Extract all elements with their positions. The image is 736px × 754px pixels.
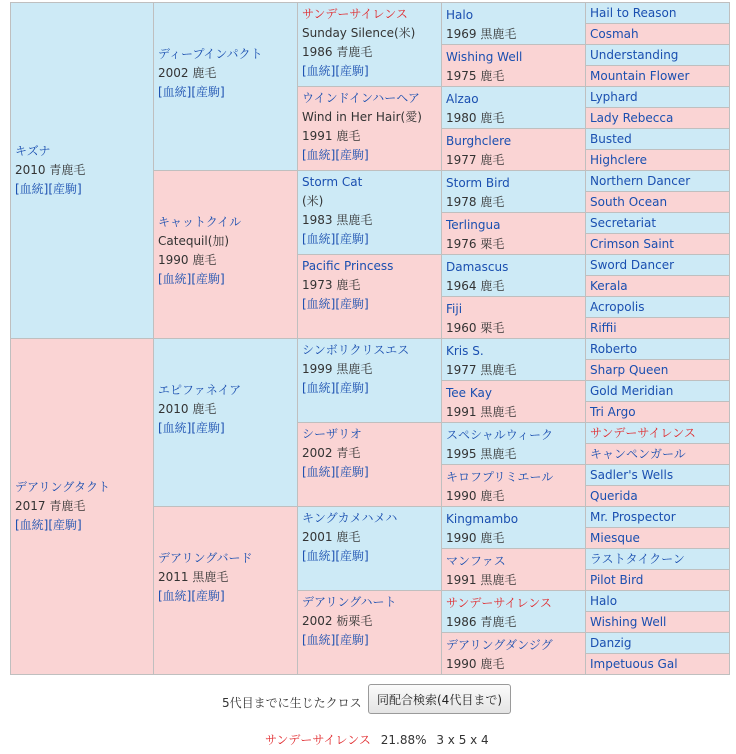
- horse-origin-name: (米): [302, 194, 324, 208]
- horse-name-link[interactable]: Lady Rebecca: [590, 111, 674, 125]
- horse-name-link[interactable]: ウインドインハーヘア: [302, 91, 420, 105]
- coat-color: 青鹿毛: [336, 45, 373, 59]
- horse-name-link[interactable]: デアリングダンジグ: [446, 638, 553, 652]
- horse-name-link[interactable]: キャンペンガール: [590, 447, 686, 461]
- horse-name-link[interactable]: Riffii: [590, 321, 617, 335]
- birth-year-color: [446, 445, 581, 464]
- birth-year: 1975: [446, 69, 477, 83]
- horse-name-link[interactable]: Burghclere: [446, 134, 512, 148]
- horse-name-link[interactable]: Storm Bird: [446, 176, 510, 190]
- horse-name-link[interactable]: Gold Meridian: [590, 384, 674, 398]
- horse-name-link[interactable]: Wishing Well: [590, 615, 667, 629]
- gen5-cell: [585, 611, 730, 633]
- horse-name-link[interactable]: Acropolis: [590, 300, 645, 314]
- horse-name-link[interactable]: Tee Kay: [446, 386, 492, 400]
- birth-year: 2001: [302, 530, 333, 544]
- coat-color: 黒鹿毛: [480, 363, 517, 377]
- gen5-cell: [585, 191, 730, 213]
- pedigree-offspring-links[interactable]: [血統][産駒]: [158, 589, 225, 603]
- gen5-cell: [585, 359, 730, 381]
- gen4-cell: [441, 2, 586, 45]
- gen5-cell: [585, 86, 730, 108]
- birth-year: 1977: [446, 153, 477, 167]
- gen3-cell: [297, 422, 442, 507]
- gen5-cell: [585, 275, 730, 297]
- gen5-cell: [585, 149, 730, 171]
- birth-year-color: [302, 276, 437, 295]
- birth-year: 1990: [158, 253, 189, 267]
- birth-year: 1978: [446, 195, 477, 209]
- coat-color: 鹿毛: [480, 657, 505, 671]
- gen5-cell: [585, 128, 730, 150]
- birth-year: 1980: [446, 111, 477, 125]
- horse-origin-name: Sunday Silence(米): [302, 26, 416, 40]
- birth-year-color: [446, 109, 581, 128]
- gen4-cell: [441, 296, 586, 339]
- gen5-cell: [585, 170, 730, 192]
- birth-year: 2010: [15, 163, 46, 177]
- gen3-cell: [297, 86, 442, 171]
- horse-name-link[interactable]: Understanding: [590, 48, 679, 62]
- cross-label: 5代目までに生じたクロス: [222, 696, 362, 710]
- pedigree-offspring-links[interactable]: [血統][産駒]: [302, 633, 369, 647]
- birth-year-color: [302, 211, 437, 230]
- horse-name-link[interactable]: Alzao: [446, 92, 479, 106]
- gen5-cell: [585, 548, 730, 570]
- birth-year: 1973: [302, 278, 333, 292]
- birth-year-color: [446, 571, 581, 590]
- birth-year: 1964: [446, 279, 477, 293]
- gen4-cell: [441, 338, 586, 381]
- pedigree-offspring-links[interactable]: [血統][産駒]: [15, 518, 82, 532]
- coat-color: 鹿毛: [336, 278, 361, 292]
- horse-name-link[interactable]: South Ocean: [590, 195, 668, 209]
- gen5-cell: [585, 653, 730, 675]
- birth-year-color: [302, 612, 437, 631]
- cross-generation: 3 x 5 x 4: [436, 733, 489, 747]
- birth-year-color: [15, 497, 149, 516]
- gen4-cell: [441, 590, 586, 633]
- coat-color: 青鹿毛: [49, 163, 86, 177]
- horse-name-link[interactable]: Storm Cat: [302, 175, 363, 189]
- horse-name-link[interactable]: Crimson Saint: [590, 237, 674, 251]
- horse-name-link[interactable]: ディープインパクト: [158, 47, 263, 61]
- horse-name-link[interactable]: Sharp Queen: [590, 363, 669, 377]
- birth-year: 1990: [446, 531, 477, 545]
- horse-name-link[interactable]: キャットクイル: [158, 215, 242, 229]
- gen4-cell: [441, 44, 586, 87]
- coat-color: 黒鹿毛: [192, 570, 229, 584]
- birth-year-color: [158, 400, 293, 419]
- horse-name-link[interactable]: Busted: [590, 132, 632, 146]
- birth-year-color: [446, 67, 581, 86]
- birth-year-color: [446, 277, 581, 296]
- birth-year: 2017: [15, 499, 46, 513]
- birth-year-color: [302, 43, 437, 62]
- gen4-cell: [441, 380, 586, 423]
- pedigree-offspring-links[interactable]: [血統][産駒]: [15, 182, 82, 196]
- horse-name-link[interactable]: Roberto: [590, 342, 638, 356]
- horse-name-link[interactable]: Mountain Flower: [590, 69, 690, 83]
- coat-color: 栗毛: [480, 237, 505, 251]
- gen4-cell: [441, 86, 586, 129]
- birth-year: 2010: [158, 402, 189, 416]
- coat-color: 黒鹿毛: [480, 27, 517, 41]
- horse-name-link[interactable]: Kerala: [590, 279, 628, 293]
- gen5-cell: [585, 422, 730, 444]
- horse-name-link[interactable]: マンファス: [446, 554, 506, 568]
- birth-year-color: [446, 25, 581, 44]
- pedigree-offspring-links[interactable]: [血統][産駒]: [302, 549, 369, 563]
- birth-year: 1995: [446, 447, 477, 461]
- gen4-cell: [441, 506, 586, 549]
- gen5-cell: [585, 590, 730, 612]
- birth-year: 1977: [446, 363, 477, 377]
- gen5-cell: [585, 107, 730, 129]
- horse-name-link[interactable]: Highclere: [590, 153, 647, 167]
- gen3-cell: [297, 590, 442, 675]
- gen4-cell: [441, 170, 586, 213]
- gen2-cell: [153, 506, 298, 675]
- pedigree-offspring-links[interactable]: [血統][産駒]: [158, 421, 225, 435]
- horse-name-link[interactable]: Fiji: [446, 302, 463, 316]
- coat-color: 鹿毛: [480, 69, 505, 83]
- horse-name-link[interactable]: Halo: [590, 594, 618, 608]
- birth-year-color: [446, 235, 581, 254]
- coat-color: 青鹿毛: [49, 499, 86, 513]
- gen5-cell: [585, 443, 730, 465]
- pedigree-table: [10, 2, 730, 674]
- horse-name-link[interactable]: Secretariat: [590, 216, 657, 230]
- birth-year: 1969: [446, 27, 477, 41]
- gen3-cell: [297, 506, 442, 591]
- gen5-cell: [585, 317, 730, 339]
- cross-line: [265, 731, 489, 748]
- gen5-cell: [585, 632, 730, 654]
- horse-name-link[interactable]: Pilot Bird: [590, 573, 644, 587]
- birth-year-color: [158, 568, 293, 587]
- gen4-cell: [441, 212, 586, 255]
- gen4-cell: [441, 464, 586, 507]
- birth-year-color: [446, 613, 581, 632]
- birth-year-color: [158, 251, 293, 270]
- gen4-cell: [441, 254, 586, 297]
- coat-color: 鹿毛: [336, 129, 361, 143]
- coat-color: 鹿毛: [336, 530, 361, 544]
- birth-year-color: [158, 64, 293, 83]
- gen4-cell: [441, 632, 586, 675]
- birth-year-color: [446, 529, 581, 548]
- birth-year: 2002: [158, 66, 189, 80]
- gen5-cell: [585, 233, 730, 255]
- gen5-cell: [585, 485, 730, 507]
- gen1-cell: [10, 338, 154, 675]
- birth-year: 1990: [446, 657, 477, 671]
- horse-name-link[interactable]: Terlingua: [446, 218, 501, 232]
- birth-year: 1991: [446, 573, 477, 587]
- gen5-cell: [585, 569, 730, 591]
- birth-year-color: [446, 319, 581, 338]
- gen3-cell: [297, 338, 442, 423]
- pedigree-offspring-links[interactable]: [血統][産駒]: [158, 85, 225, 99]
- birth-year: 2002: [302, 614, 333, 628]
- horse-name-link[interactable]: Northern Dancer: [590, 174, 691, 188]
- horse-name-link[interactable]: サンデーサイレンス: [590, 426, 696, 440]
- coat-color: 栗毛: [480, 321, 505, 335]
- birth-year-color: [446, 193, 581, 212]
- horse-name-link[interactable]: Hail to Reason: [590, 6, 677, 20]
- pedigree-offspring-links[interactable]: [血統][産駒]: [302, 465, 369, 479]
- horse-origin-name: Wind in Her Hair(愛): [302, 110, 422, 124]
- horse-name-link[interactable]: サンデーサイレンス: [302, 7, 408, 21]
- gen5-cell: [585, 527, 730, 549]
- gen3-cell: [297, 2, 442, 87]
- birth-year: 1999: [302, 362, 333, 376]
- gen5-cell: [585, 44, 730, 66]
- horse-name-link[interactable]: Danzig: [590, 636, 632, 650]
- horse-name-link[interactable]: エピファネイア: [158, 383, 242, 397]
- coat-color: 鹿毛: [192, 402, 217, 416]
- horse-name-link[interactable]: Lyphard: [590, 90, 638, 104]
- horse-name-link[interactable]: キロフプリミエール: [446, 470, 554, 484]
- birth-year-color: [15, 161, 149, 180]
- birth-year: 1983: [302, 213, 333, 227]
- gen2-cell: [153, 338, 298, 507]
- birth-year: 1976: [446, 237, 477, 251]
- birth-year-color: [302, 528, 437, 547]
- birth-year: 1986: [446, 615, 477, 629]
- gen2-cell: [153, 170, 298, 339]
- gen4-cell: [441, 422, 586, 465]
- gen3-cell: [297, 254, 442, 339]
- gen5-cell: [585, 296, 730, 318]
- coat-color: 黒鹿毛: [336, 213, 373, 227]
- pedigree-offspring-links[interactable]: [血統][産駒]: [302, 232, 369, 246]
- birth-year-color: [302, 360, 437, 379]
- birth-year-color: [446, 151, 581, 170]
- birth-year-color: [446, 403, 581, 422]
- horse-name-link[interactable]: サンデーサイレンス: [446, 596, 552, 610]
- coat-color: 鹿毛: [192, 253, 217, 267]
- pedigree-offspring-links[interactable]: [血統][産駒]: [302, 148, 369, 162]
- pedigree-offspring-links[interactable]: [血統][産駒]: [302, 64, 369, 78]
- horse-origin-name: Catequil(加): [158, 234, 230, 248]
- coat-color: 黒鹿毛: [336, 362, 373, 376]
- horse-name-link[interactable]: Mr. Prospector: [590, 510, 676, 524]
- horse-name-link[interactable]: Miesque: [590, 531, 640, 545]
- horse-name-link[interactable]: Damascus: [446, 260, 509, 274]
- coat-color: 黒鹿毛: [480, 447, 517, 461]
- gen4-cell: [441, 128, 586, 171]
- gen5-cell: [585, 464, 730, 486]
- coat-color: 鹿毛: [480, 489, 505, 503]
- coat-color: 鹿毛: [480, 531, 505, 545]
- birth-year-color: [302, 444, 437, 463]
- gen5-cell: [585, 401, 730, 423]
- horse-name-link[interactable]: Wishing Well: [446, 50, 523, 64]
- same-breeding-search-button[interactable]: 同配合検索(4代目まで): [368, 684, 511, 714]
- gen5-cell: [585, 2, 730, 24]
- coat-color: 黒鹿毛: [480, 573, 517, 587]
- horse-name-link[interactable]: シーザリオ: [302, 427, 362, 441]
- horse-name-link[interactable]: デアリングタクト: [15, 480, 111, 494]
- pedigree-offspring-links[interactable]: [血統][産駒]: [158, 272, 225, 286]
- horse-name-link[interactable]: Tri Argo: [590, 405, 636, 419]
- birth-year: 1990: [446, 489, 477, 503]
- horse-name-link[interactable]: デアリングバード: [158, 551, 253, 565]
- birth-year-color: [446, 655, 581, 674]
- coat-color: 黒鹿毛: [480, 405, 517, 419]
- birth-year: 2002: [302, 446, 333, 460]
- coat-color: 栃栗毛: [336, 614, 373, 628]
- horse-name-link[interactable]: デアリングハート: [302, 595, 397, 609]
- gen3-cell: [297, 170, 442, 255]
- gen1-cell: [10, 2, 154, 339]
- coat-color: 鹿毛: [480, 153, 505, 167]
- coat-color: 青毛: [336, 446, 361, 460]
- gen5-cell: [585, 254, 730, 276]
- coat-color: 鹿毛: [480, 195, 505, 209]
- horse-name-link[interactable]: シンボリクリスエス: [302, 343, 410, 357]
- gen2-cell: [153, 2, 298, 171]
- gen5-cell: [585, 506, 730, 528]
- horse-name-link[interactable]: キングカメハメハ: [302, 511, 398, 525]
- horse-name-link[interactable]: Sadler's Wells: [590, 468, 674, 482]
- horse-name-link[interactable]: Sword Dancer: [590, 258, 675, 272]
- birth-year: 1991: [302, 129, 333, 143]
- horse-name-link[interactable]: Cosmah: [590, 27, 639, 41]
- horse-name-link[interactable]: Kris S.: [446, 344, 484, 358]
- cross-horse-link[interactable]: サンデーサイレンス: [265, 733, 371, 747]
- gen5-cell: [585, 65, 730, 87]
- coat-color: 鹿毛: [192, 66, 217, 80]
- coat-color: 青鹿毛: [480, 615, 517, 629]
- gen4-cell: [441, 548, 586, 591]
- birth-year: 2011: [158, 570, 189, 584]
- gen5-cell: [585, 23, 730, 45]
- horse-name-link[interactable]: Pacific Princess: [302, 259, 394, 273]
- gen5-cell: [585, 338, 730, 360]
- pedigree-offspring-links[interactable]: [血統][産駒]: [302, 381, 369, 395]
- horse-name-link[interactable]: Impetuous Gal: [590, 657, 678, 671]
- horse-name-link[interactable]: Querida: [590, 489, 638, 503]
- horse-name-link[interactable]: Halo: [446, 8, 474, 22]
- birth-year-color: [446, 361, 581, 380]
- horse-name-link[interactable]: スペシャルウィーク: [446, 428, 554, 442]
- gen5-cell: [585, 212, 730, 234]
- horse-name-link[interactable]: ラストタイクーン: [590, 552, 685, 566]
- cross-percentage: 21.88%: [380, 733, 427, 747]
- birth-year-color: [302, 127, 437, 146]
- pedigree-offspring-links[interactable]: [血統][産駒]: [302, 297, 369, 311]
- birth-year-color: [446, 487, 581, 506]
- birth-year: 1986: [302, 45, 333, 59]
- coat-color: 鹿毛: [480, 111, 505, 125]
- horse-name-link[interactable]: Kingmambo: [446, 512, 519, 526]
- birth-year: 1991: [446, 405, 477, 419]
- birth-year: 1960: [446, 321, 477, 335]
- horse-name-link[interactable]: キズナ: [15, 144, 51, 158]
- coat-color: 鹿毛: [480, 279, 505, 293]
- gen5-cell: [585, 380, 730, 402]
